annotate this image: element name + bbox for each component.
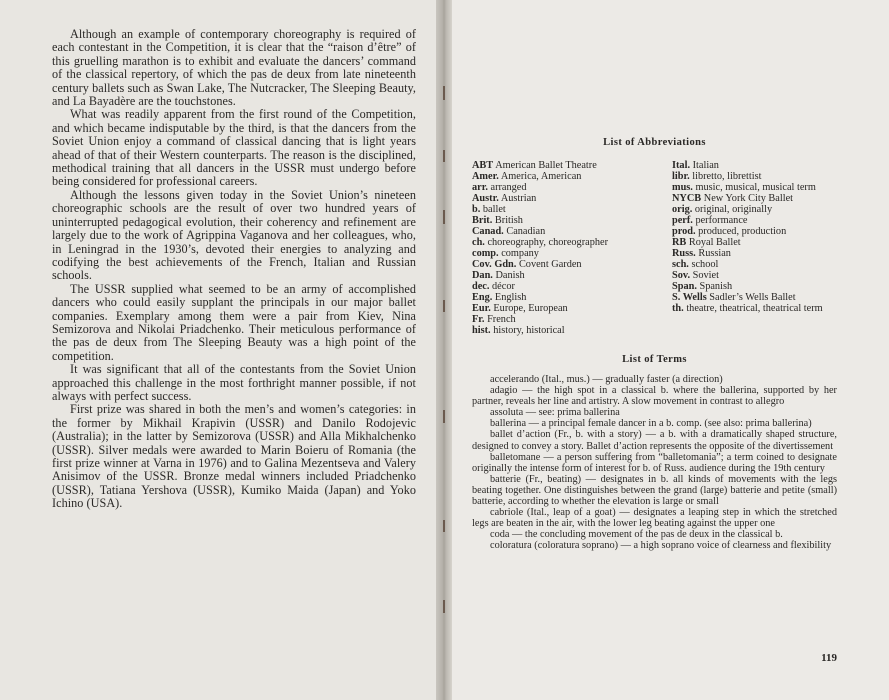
paragraph-5: It was significant that all of the contestants from the Soviet Union approached this challenge in the most forthright manner possible, if not always with perfect success. bbox=[52, 362, 416, 403]
abbreviation-meaning: Austrian bbox=[500, 193, 537, 204]
paragraph-1: Although an example of contemporary choreography is required of each contestant in the Competition, it is clear that the “raison d’être” of this gruelling marathon is to exhibit and evaluate the dancers’ command of the classical repertory, of which the pas de deux from late nineteenth century ballets such as Swan Lake, The Nutcracker, The Sleeping Beauty, and La Bayadère are the touchstones. bbox=[52, 27, 416, 109]
abbreviation-meaning: Spanish bbox=[699, 281, 733, 292]
abbreviation-code: prod. bbox=[672, 226, 696, 237]
abbreviation-code: sch. bbox=[672, 259, 689, 270]
abbreviation-meaning: original, originally bbox=[694, 204, 773, 215]
abbreviation-item bbox=[672, 226, 837, 237]
abbreviation-item bbox=[472, 237, 632, 248]
abbreviation-item bbox=[672, 193, 837, 204]
abbreviation-meaning: Russian bbox=[698, 248, 731, 259]
abbreviation-code: arr. bbox=[472, 182, 488, 193]
term-entry: coloratura (coloratura soprano) — a high soprano voice of clearness and flexibility bbox=[490, 540, 832, 552]
abbreviation-item bbox=[672, 237, 837, 248]
abbreviation-item bbox=[672, 171, 837, 182]
abbreviation-meaning: choreography, choreographer bbox=[487, 237, 608, 248]
abbreviation-item bbox=[672, 281, 837, 292]
abbreviation-meaning: produced, production bbox=[698, 226, 787, 237]
abbreviation-code: mus. bbox=[672, 182, 693, 193]
left-page bbox=[0, 0, 440, 700]
abbreviation-item bbox=[672, 303, 837, 314]
abbreviation-code: Austr. bbox=[472, 193, 499, 204]
abbreviation-code: libr. bbox=[672, 171, 690, 182]
abbreviation-code: th. bbox=[672, 303, 684, 314]
abbreviations-column-left bbox=[472, 160, 632, 336]
abbreviation-code: Fr. bbox=[472, 314, 485, 325]
book-gutter bbox=[436, 0, 452, 700]
term-entry: assoluta — see: prima ballerina bbox=[490, 407, 620, 419]
abbreviation-code: Eur. bbox=[472, 303, 491, 314]
abbreviation-meaning: ballet bbox=[482, 204, 506, 215]
abbreviation-meaning: Covent Garden bbox=[518, 259, 582, 270]
abbreviation-item bbox=[472, 171, 632, 182]
abbreviation-code: comp. bbox=[472, 248, 499, 259]
abbreviation-item bbox=[672, 292, 837, 303]
abbreviation-meaning: Royal Ballet bbox=[688, 237, 741, 248]
paragraph-3: Although the lessons given today in the Soviet Union’s nineteen choreographic schools are the result of over two hundred years of uninterrupted pedagogical evolution, their coherency and refinement are largely due to the work of Agrippina Vaganova and her colleagues, who, in Leningrad in the 1930’s, devoted their energies to analyzing and codifying the best achievements of the French, Italian and Russian schools. bbox=[52, 187, 416, 283]
abbreviation-item bbox=[672, 204, 837, 215]
abbreviation-code: b. bbox=[472, 204, 481, 215]
paragraph-6: First prize was shared in both the men’s and women’s categories: in the former by Mikhail Krapivin (USSR) and Danilo Rodojevic (Australia); in the latter by Semizorova (USSR) and Alla Mikhalchenko (USSR). Silver medals were awarded to Marin Boieru of Romania (the first prize winner at Varna in 1976) and to Galina Mezentseva and Valery Anisimov of the USSR. Bronze medal winners included Priadchenko (USSR), Tatiana Yershova (USSR), Kumiko Maida (Japan) and Yoko Ichino (USA). bbox=[52, 402, 416, 511]
abbreviation-meaning: New York City Ballet bbox=[703, 193, 794, 204]
abbreviation-item bbox=[672, 248, 837, 259]
binding-stitch bbox=[443, 600, 445, 613]
abbreviation-meaning: libretto, librettist bbox=[692, 171, 762, 182]
paragraph-2: What was readily apparent from the first round of the Competition, and which became indisputable by the third, is that the dancers from the Soviet Union enjoy a command of classical dancing that is light years ahead of that of their Western counterparts. The reason is the disciplined, methodical training that all dancers in the USSR must undergo before being considered for professional careers. bbox=[52, 107, 416, 189]
abbreviation-meaning: theatre, theatrical, theatrical term bbox=[686, 303, 823, 314]
abbreviation-item bbox=[672, 259, 837, 270]
abbreviation-meaning: Canadian bbox=[506, 226, 546, 237]
abbreviation-meaning: Sadler’s Wells Ballet bbox=[709, 292, 796, 303]
abbreviation-code: NYCB bbox=[672, 193, 702, 204]
abbreviation-item bbox=[472, 182, 632, 193]
abbreviations-title: List of Abbreviations bbox=[603, 137, 706, 148]
abbreviations-column-right bbox=[672, 160, 837, 336]
abbreviation-code: S. Wells bbox=[672, 292, 707, 303]
abbreviations-list bbox=[472, 160, 837, 336]
term-entry: accelerando (Ital., mus.) — gradually faster (a direction) bbox=[490, 374, 723, 385]
abbreviation-code: orig. bbox=[672, 204, 693, 215]
abbreviation-item bbox=[472, 259, 632, 270]
abbreviation-item bbox=[672, 215, 837, 226]
abbreviation-meaning: history, historical bbox=[493, 325, 565, 336]
term-entry: coda — the concluding movement of the pas de deux in the classical b. bbox=[490, 529, 783, 541]
abbreviation-meaning: arranged bbox=[490, 182, 527, 193]
term-entry: adagio — the high spot in a classical b. where the ballerina, supported by her partner, reveals her line and artistry. A slow movement in contrast to allegro bbox=[472, 385, 837, 408]
term-entry: cabriole (Ital., leap of a goat) — designates a leaping step in which the stretched legs are beaten in the air, with the lower leg beating against the upper one bbox=[472, 507, 837, 530]
abbreviation-meaning: English bbox=[494, 292, 527, 303]
abbreviation-code: Span. bbox=[672, 281, 697, 292]
term-entry: ballet d’action (Fr., b. with a story) — a b. with a dramatically shaped structure, designed to convey a story. Ballet d’action represents the opposite of the divertissement bbox=[472, 429, 837, 452]
abbreviation-meaning: music, musical, musical term bbox=[695, 182, 816, 193]
abbreviation-meaning: Soviet bbox=[692, 270, 719, 281]
binding-stitch bbox=[443, 520, 445, 532]
abbreviation-item bbox=[472, 314, 632, 325]
paragraph-4: The USSR supplied what seemed to be an army of accomplished dancers who could easily supplant the principals in our major ballet companies. Exemplary among them were a pair from Kiev, Nina Semizorova and Nikolai Priadchenko. Their meticulous performance of the pas de deux from The Sleeping Beauty was a high point of the competition. bbox=[52, 281, 416, 363]
terms-list bbox=[472, 374, 837, 552]
abbreviation-code: Cov. Gdn. bbox=[472, 259, 517, 270]
binding-stitch bbox=[443, 300, 445, 312]
abbreviation-item bbox=[472, 215, 632, 226]
abbreviation-code: Dan. bbox=[472, 270, 493, 281]
abbreviation-item bbox=[472, 226, 632, 237]
abbreviation-item bbox=[472, 281, 632, 292]
abbreviation-meaning: America, American bbox=[500, 171, 582, 182]
abbreviation-item bbox=[472, 292, 632, 303]
abbreviation-item bbox=[672, 270, 837, 281]
abbreviation-meaning: Europe, European bbox=[493, 303, 568, 314]
binding-stitch bbox=[443, 210, 445, 224]
abbreviation-meaning: American Ballet Theatre bbox=[495, 160, 597, 171]
abbreviation-code: Ital. bbox=[672, 160, 691, 171]
abbreviation-code: Brit. bbox=[472, 215, 493, 226]
abbreviation-code: dec. bbox=[472, 281, 490, 292]
terms-title: List of Terms bbox=[622, 354, 687, 365]
abbreviation-meaning: décor bbox=[492, 281, 515, 292]
abbreviation-item bbox=[472, 248, 632, 259]
binding-stitch bbox=[443, 410, 445, 423]
abbreviation-item bbox=[472, 270, 632, 281]
abbreviation-item bbox=[472, 160, 632, 171]
abbreviation-meaning: Danish bbox=[495, 270, 525, 281]
right-page bbox=[448, 0, 889, 700]
term-entry: ballerina — a principal female dancer in a b. comp. (see also: prima ballerina) bbox=[490, 418, 812, 430]
abbreviation-code: Eng. bbox=[472, 292, 493, 303]
abbreviation-item bbox=[672, 160, 837, 171]
abbreviation-code: Russ. bbox=[672, 248, 696, 259]
abbreviation-code: ABT bbox=[472, 160, 494, 171]
abbreviation-item bbox=[672, 182, 837, 193]
page-number: 119 bbox=[821, 652, 837, 664]
abbreviation-item bbox=[472, 193, 632, 204]
binding-stitch bbox=[443, 150, 445, 162]
abbreviation-code: RB bbox=[672, 237, 687, 248]
abbreviation-code: Sov. bbox=[672, 270, 691, 281]
abbreviation-code: Amer. bbox=[472, 171, 499, 182]
abbreviation-code: ch. bbox=[472, 237, 485, 248]
article-text bbox=[52, 28, 416, 511]
abbreviation-meaning: Italian bbox=[692, 160, 719, 171]
abbreviation-item bbox=[472, 303, 632, 314]
abbreviation-code: Canad. bbox=[472, 226, 504, 237]
abbreviation-meaning: company bbox=[501, 248, 539, 259]
abbreviation-code: hist. bbox=[472, 325, 491, 336]
abbreviation-item bbox=[472, 204, 632, 215]
term-entry: batterie (Fr., beating) — designates in b. all kinds of movements with the legs beating together. One distinguishes between the grand (large) batterie and petite (small) batterie, according to whether the elevation is large or small bbox=[472, 473, 837, 508]
abbreviation-meaning: school bbox=[691, 259, 719, 270]
term-entry: balletomane — a person suffering from “balletomania”; a term coined to designate originally the intense form of interest for b. of Russ. audience during the 19th century bbox=[472, 451, 837, 474]
binding-stitch bbox=[443, 86, 445, 100]
abbreviation-meaning: performance bbox=[695, 215, 748, 226]
abbreviation-meaning: British bbox=[494, 215, 523, 226]
abbreviation-code: perf. bbox=[672, 215, 693, 226]
abbreviation-item bbox=[472, 325, 632, 336]
abbreviation-meaning: French bbox=[487, 314, 516, 325]
